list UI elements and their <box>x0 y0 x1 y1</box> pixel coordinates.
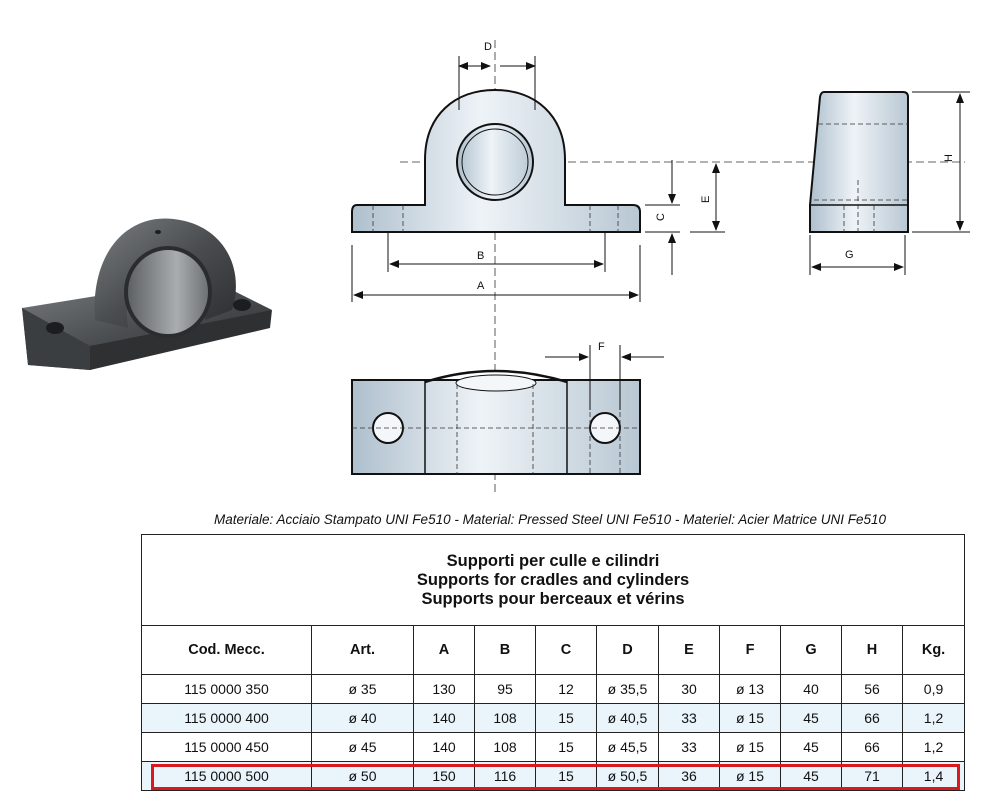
table-cell: 115 0000 450 <box>142 733 312 762</box>
table-cell: 36 <box>659 762 720 791</box>
label-d: D <box>484 41 492 53</box>
table-cell: 56 <box>842 675 903 704</box>
table-cell: 66 <box>842 733 903 762</box>
table-cell: 95 <box>475 675 536 704</box>
table-cell: 15 <box>536 733 597 762</box>
col-header: A <box>414 626 475 675</box>
table-cell: 115 0000 350 <box>142 675 312 704</box>
label-c: C <box>655 213 667 221</box>
table-row <box>142 733 965 762</box>
col-header: C <box>536 626 597 675</box>
table-cell: ø 50 <box>312 762 414 791</box>
title-line-it: Supporti per culle e cilindri <box>446 551 660 570</box>
dimension-g <box>810 235 905 275</box>
col-header: B <box>475 626 536 675</box>
table-cell: ø 45 <box>312 733 414 762</box>
title-line-en: Supports for cradles and cylinders <box>416 570 690 589</box>
title-line-fr: Supports pour berceaux et vérins <box>421 589 685 608</box>
table-cell: 1,2 <box>903 704 965 733</box>
table-cell: 15 <box>536 762 597 791</box>
table-cell: 1,2 <box>903 733 965 762</box>
col-header: Art. <box>312 626 414 675</box>
label-b: B <box>477 250 485 262</box>
table-cell: ø 45,5 <box>597 733 659 762</box>
col-header: H <box>842 626 903 675</box>
label-h: H <box>943 154 955 162</box>
table-cell: 30 <box>659 675 720 704</box>
table-cell: 15 <box>536 704 597 733</box>
table-cell: 40 <box>781 675 842 704</box>
dimension-a <box>352 245 640 302</box>
table-cell: ø 15 <box>720 762 781 791</box>
col-header: D <box>597 626 659 675</box>
label-a: A <box>477 280 485 292</box>
label-f: F <box>598 341 605 353</box>
col-header: Kg. <box>903 626 965 675</box>
col-header: E <box>659 626 720 675</box>
table-cell: 116 <box>475 762 536 791</box>
label-e: E <box>700 195 712 203</box>
table-body <box>142 675 965 791</box>
table-cell: ø 15 <box>720 733 781 762</box>
material-note: Materiale: Acciaio Stampato UNI Fe510 - Material: Pressed Steel UNI Fe510 - Materiel: Acier Matrice UNI Fe510 <box>213 512 886 527</box>
spec-table <box>141 534 965 791</box>
table-row <box>142 675 965 704</box>
table-row <box>142 762 965 791</box>
table-cell: ø 35,5 <box>597 675 659 704</box>
table-cell: 140 <box>414 704 475 733</box>
table-cell: 71 <box>842 762 903 791</box>
table-cell: 45 <box>781 733 842 762</box>
table-cell: 33 <box>659 733 720 762</box>
table-cell: 33 <box>659 704 720 733</box>
side-view <box>810 92 908 232</box>
table-cell: 115 0000 500 <box>142 762 312 791</box>
table-cell: 66 <box>842 704 903 733</box>
col-header: Cod. Mecc. <box>142 626 312 675</box>
table-cell: 108 <box>475 704 536 733</box>
col-header: G <box>781 626 842 675</box>
table-cell: 1,4 <box>903 762 965 791</box>
top-view <box>352 371 640 474</box>
table-row <box>142 704 965 733</box>
front-view <box>352 90 640 232</box>
table-cell: 140 <box>414 733 475 762</box>
label-g: G <box>845 249 854 261</box>
header-row <box>142 626 965 675</box>
table-title <box>142 535 965 626</box>
dimension-b <box>388 232 605 272</box>
table-cell: 45 <box>781 704 842 733</box>
col-header: F <box>720 626 781 675</box>
table-cell: ø 13 <box>720 675 781 704</box>
table-cell: ø 40,5 <box>597 704 659 733</box>
table-cell: 115 0000 400 <box>142 704 312 733</box>
table-cell: ø 35 <box>312 675 414 704</box>
table-cell: 150 <box>414 762 475 791</box>
table-cell: 108 <box>475 733 536 762</box>
table-cell: 130 <box>414 675 475 704</box>
table-cell: 0,9 <box>903 675 965 704</box>
table-cell: ø 40 <box>312 704 414 733</box>
table-cell: 12 <box>536 675 597 704</box>
table-cell: ø 50,5 <box>597 762 659 791</box>
table-cell: ø 15 <box>720 704 781 733</box>
table-cell: 45 <box>781 762 842 791</box>
